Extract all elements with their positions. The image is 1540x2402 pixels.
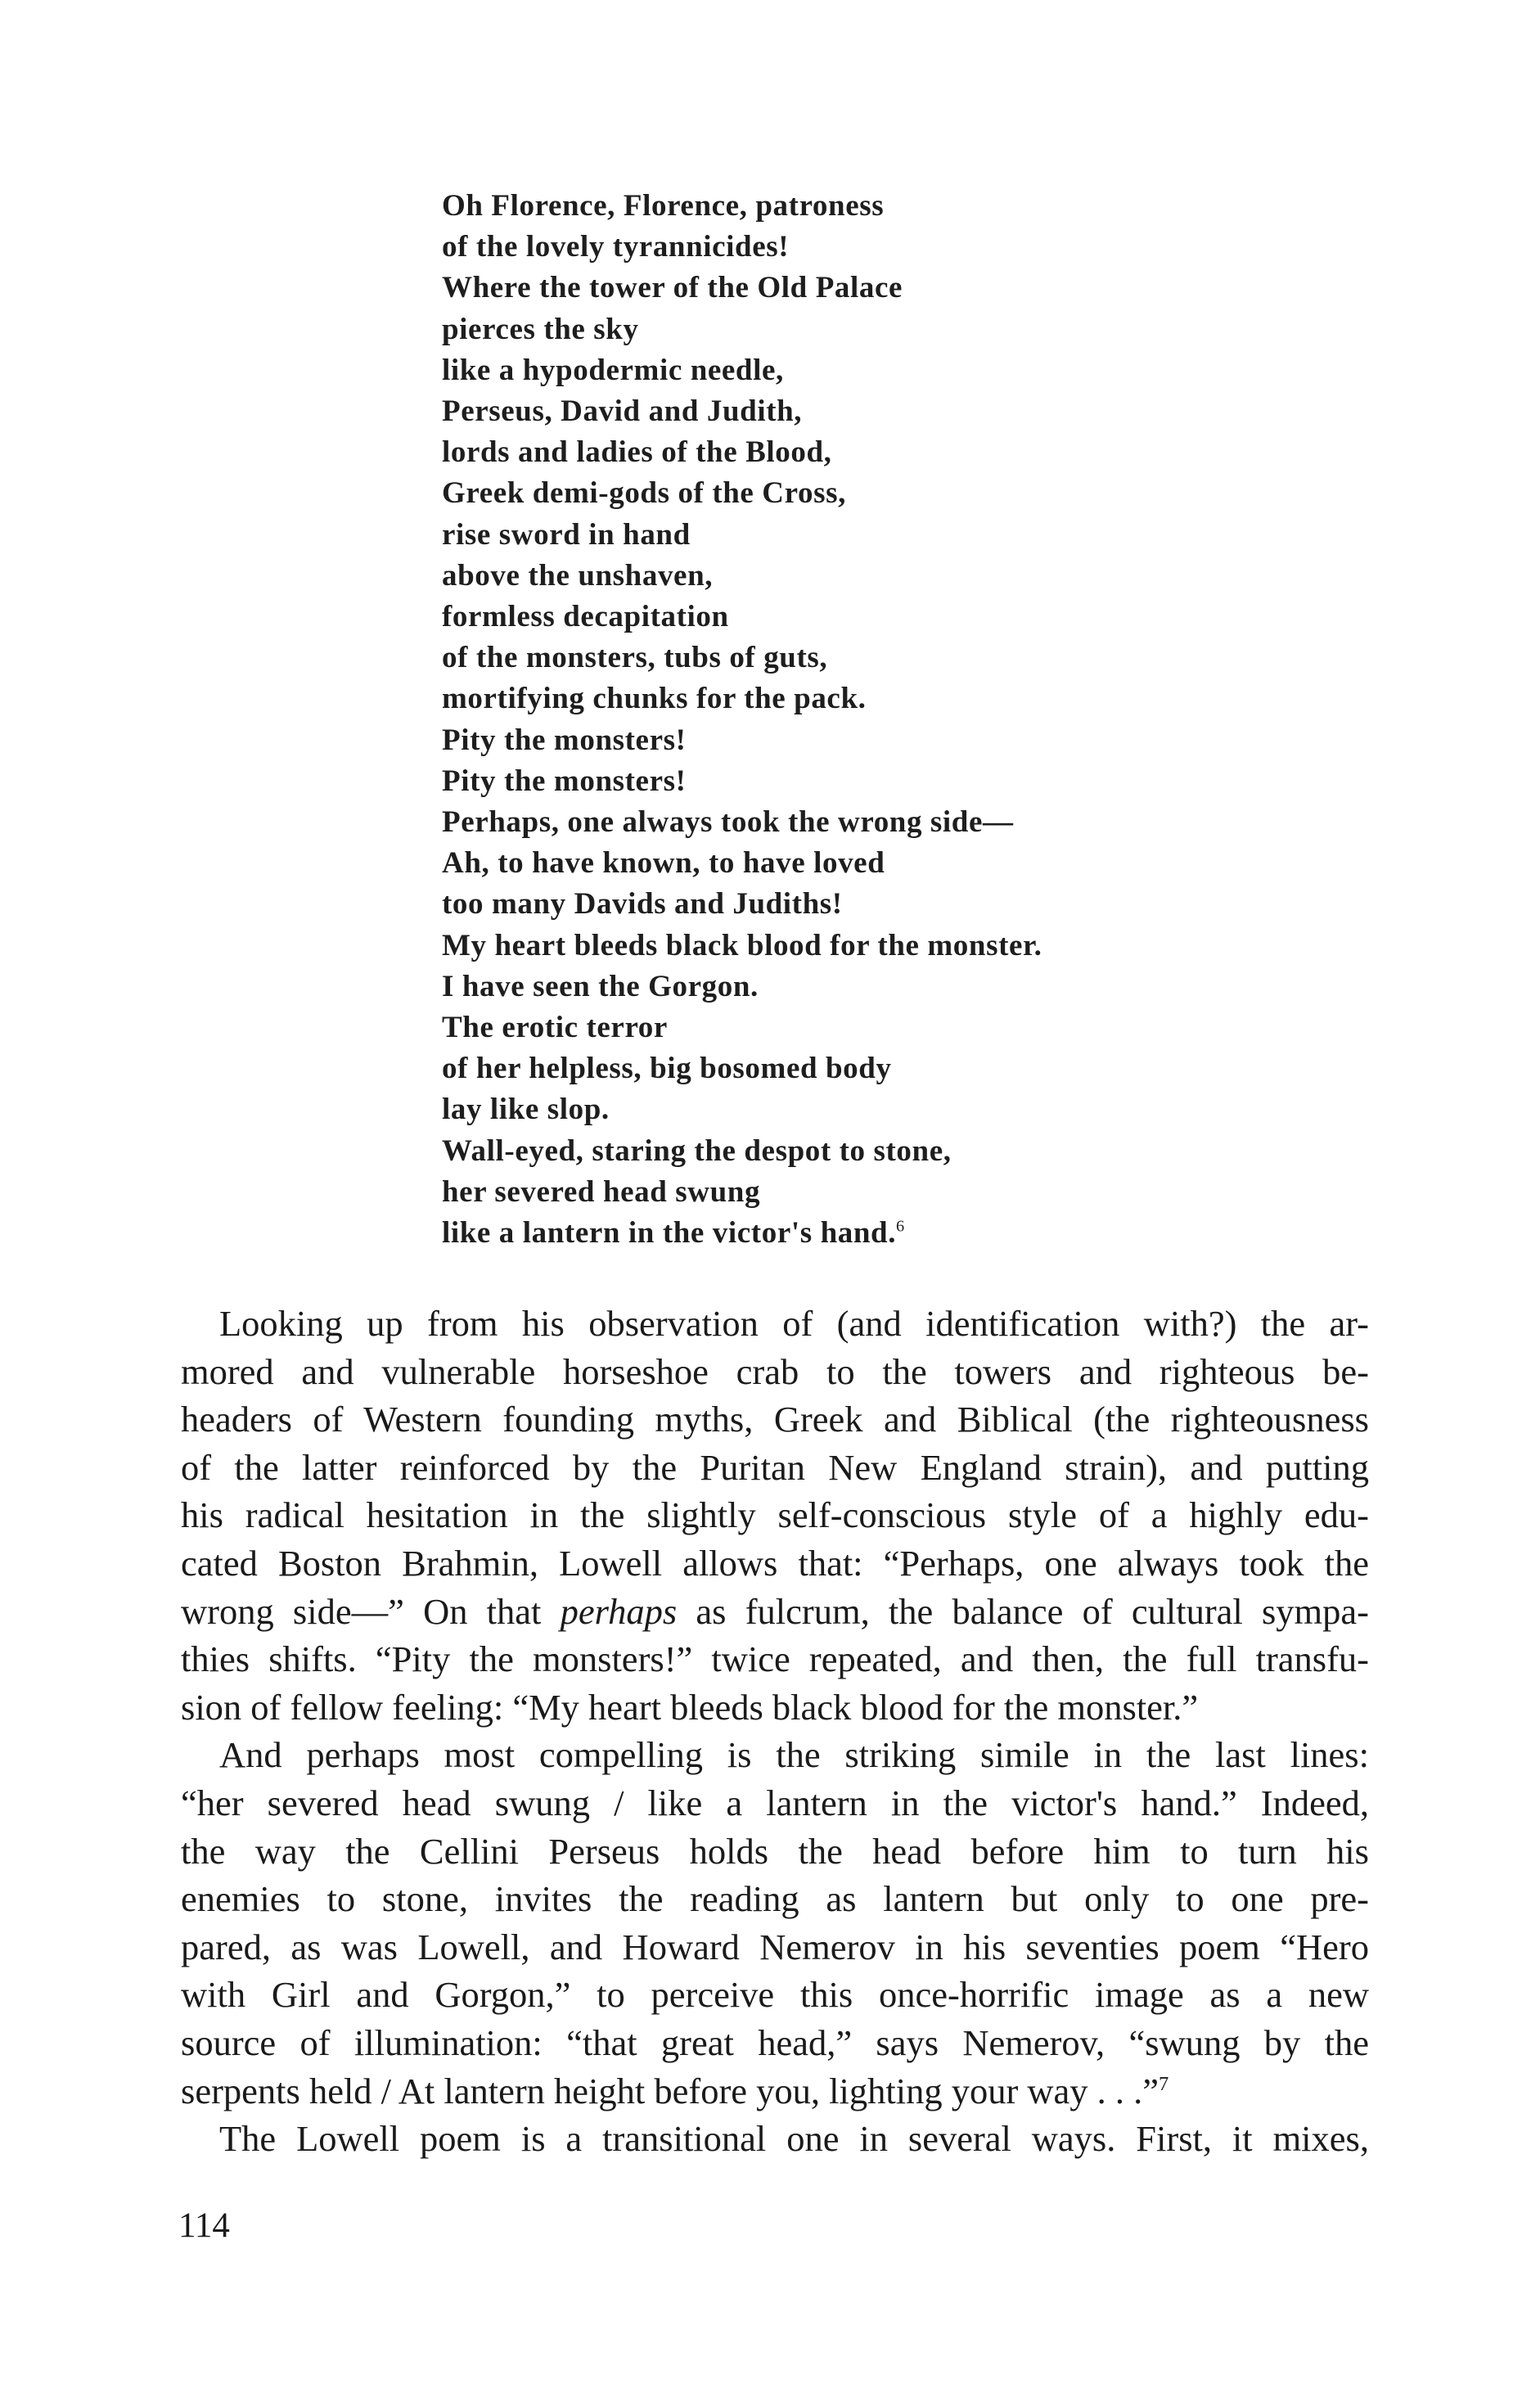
footnote-marker: 7 (1159, 2072, 1169, 2095)
poem-line-text: like a lantern in the victor's hand. (442, 1216, 897, 1251)
poem-line: Greek demi-gods of the Cross, (442, 476, 846, 511)
paragraph-line: source of illumination: “that great head,” says Nemerov, “swung by the (181, 2021, 1369, 2063)
poem-line: Oh Florence, Florence, patroness (442, 189, 885, 223)
poem-line: Pity the monsters! (442, 764, 687, 798)
paragraph-line: pared, as was Lowell, and Howard Nemerov in his seventies poem “Hero (181, 1926, 1369, 1967)
footnote-marker: 6 (896, 1217, 905, 1236)
poem-line: Ah, to have known, to have loved (442, 846, 885, 881)
poem-line: above the unshaven, (442, 558, 714, 593)
text-run: serpents held / At lantern height before you, lighting your way . . .” (181, 2070, 1160, 2111)
paragraph-line: sion of fellow feeling: “My heart bleeds black blood for the monster.” (181, 1686, 1199, 1728)
poem-line: The erotic terror (442, 1011, 668, 1045)
paragraph-line: of the latter reinforced by the Puritan New England strain), and putting (181, 1446, 1369, 1488)
poem-line: rise sword in hand (442, 517, 691, 552)
poem-line: I have seen the Gorgon. (442, 969, 759, 1003)
poem-line: Wall-eyed, staring the despot to stone, (442, 1133, 952, 1168)
poem-line: Perhaps, one always took the wrong side— (442, 805, 1014, 840)
paragraph-line: The Lowell poem is a transitional one in several ways. First, it mixes, (219, 2118, 1369, 2160)
paragraph-line: enemies to stone, invites the reading as lantern but only to one pre- (181, 1878, 1369, 1920)
paragraph-line: Looking up from his observation of (and identification with?) the ar- (219, 1303, 1369, 1344)
italic-run: perhaps (560, 1590, 678, 1632)
poem-line: mortifying chunks for the pack. (442, 682, 867, 716)
paragraph-line: with Girl and Gorgon,” to perceive this once-horrific image as a new (181, 1974, 1369, 2016)
poem-line: formless decapitation (442, 600, 729, 634)
poem-line: pierces the sky (442, 312, 639, 346)
paragraph-line: thies shifts. “Pity the monsters!” twice repeated, and then, the full transfu- (181, 1638, 1369, 1680)
text-run: wrong side—” On that (181, 1590, 561, 1632)
poem-line: of her helpless, big bosomed body (442, 1052, 892, 1086)
paragraph-line: And perhaps most compelling is the striking simile in the last lines: (219, 1734, 1369, 1776)
paragraph-line: “her severed head swung / like a lantern in the victor's hand.” Indeed, (181, 1782, 1369, 1823)
paragraph-line (181, 1588, 1369, 1636)
text-run: as fulcrum, the balance of cultural sympa- (677, 1590, 1369, 1632)
poem-line: like a hypodermic needle, (442, 353, 784, 387)
prose-body (181, 1300, 1369, 2163)
poem-line: of the lovely tyrannicides! (442, 230, 790, 264)
poem-line-last (442, 1213, 1424, 1254)
paragraph-line: headers of Western founding myths, Greek and Biblical (the righteousness (181, 1399, 1369, 1440)
paragraph-line: cated Boston Brahmin, Lowell allows that: “Perhaps, one always took the (181, 1542, 1369, 1584)
poem-line: lay like slop. (442, 1093, 610, 1127)
poem-line: My heart bleeds black blood for the monster. (442, 928, 1042, 962)
poem-block (442, 186, 1424, 1254)
poem-line: lords and ladies of the Blood, (442, 435, 832, 470)
paragraph-line (181, 2067, 1369, 2116)
poem-line: her severed head swung (442, 1174, 761, 1209)
paragraph-line: his radical hesitation in the slightly self-conscious style of a highly edu- (181, 1494, 1369, 1536)
poem-line: Pity the monsters! (442, 723, 687, 757)
poem-line: of the monsters, tubs of guts, (442, 641, 828, 675)
poem-line: Where the tower of the Old Palace (442, 271, 903, 305)
page-number: 114 (178, 2206, 230, 2245)
poem-line: Perseus, David and Judith, (442, 394, 803, 429)
poem-line: too many Davids and Judiths! (442, 887, 843, 922)
paragraph-line: mored and vulnerable horseshoe crab to the towers and righteous be- (181, 1350, 1369, 1392)
paragraph-line: the way the Cellini Perseus holds the head before him to turn his (181, 1830, 1369, 1872)
